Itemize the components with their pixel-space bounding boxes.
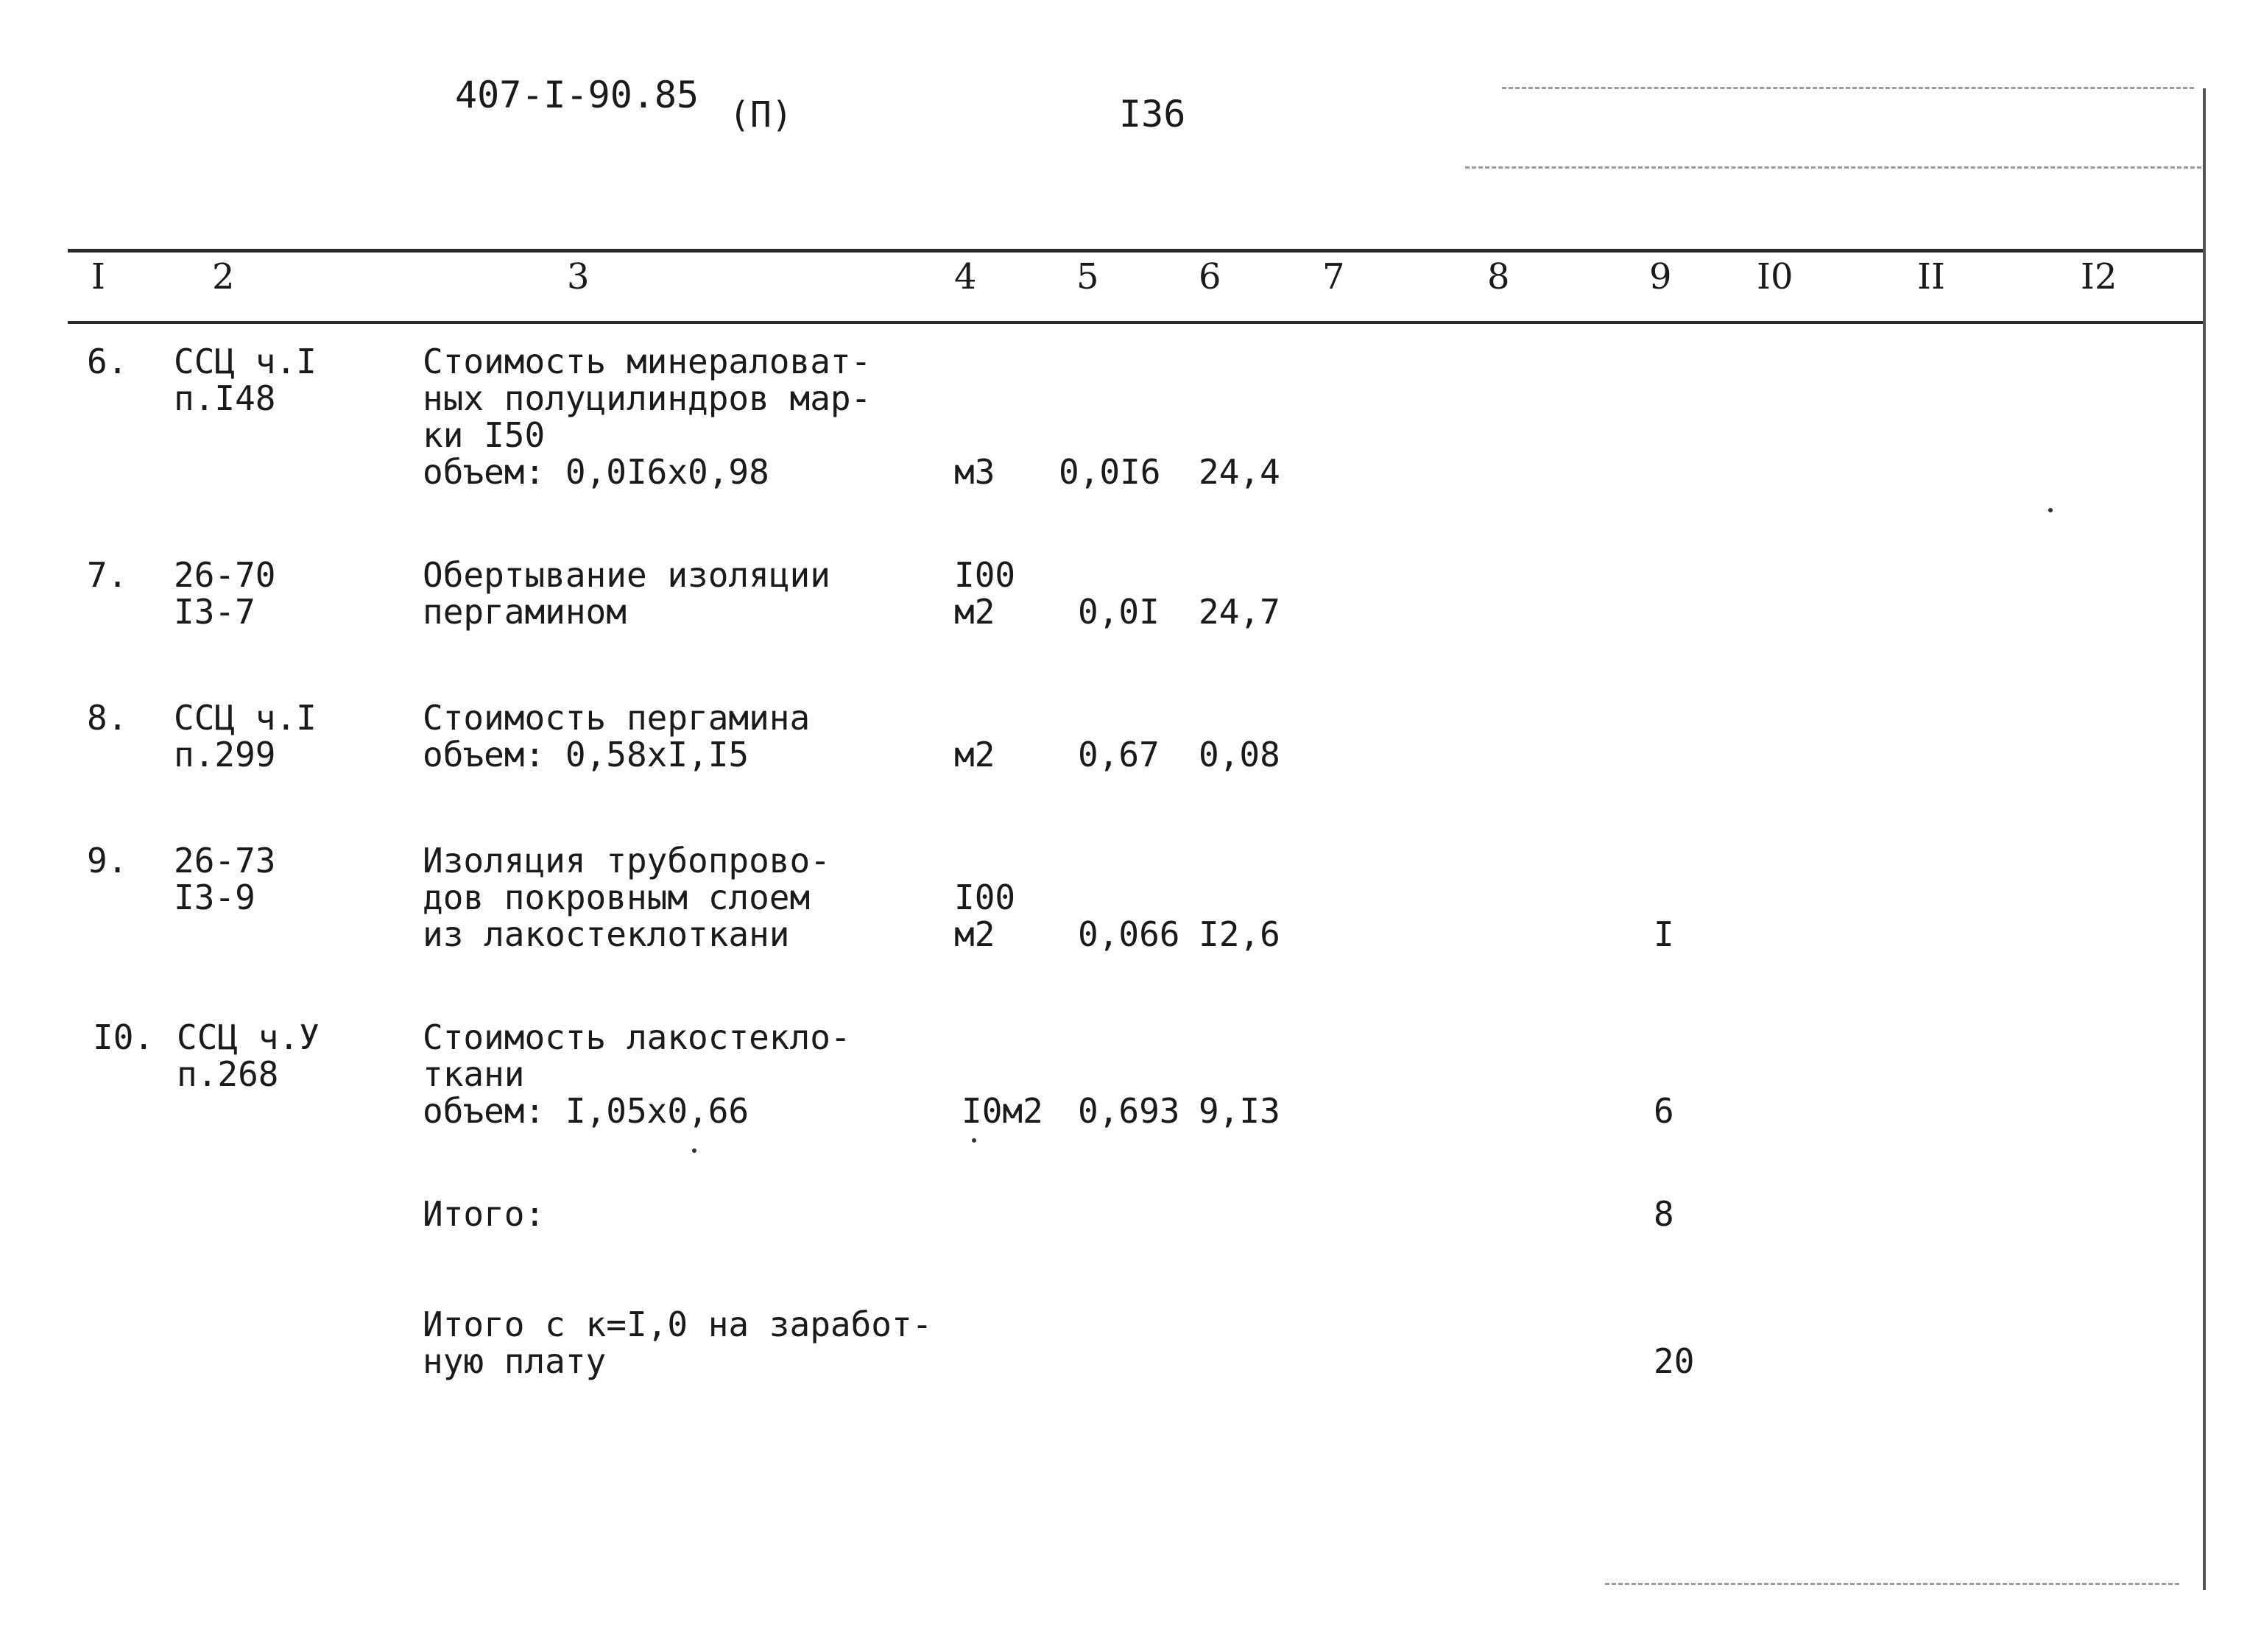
column-number: 2: [212, 256, 235, 297]
column-number: I0: [1757, 256, 1793, 297]
column-number: 3: [567, 256, 590, 297]
row-description: Стоимость минераловат- ных полуцилиндров мар- ки I50 объем: 0,0I6х0,98: [423, 342, 872, 492]
scan-speck: [2048, 508, 2053, 512]
row-price: I2,6: [1199, 914, 1280, 954]
document-code: 407-I-90.85: [455, 74, 699, 116]
row-code: ССЦ ч.I п.I48: [174, 342, 317, 418]
row-price: 24,7: [1199, 592, 1280, 632]
row-code: ССЦ ч.У п.268: [177, 1017, 320, 1094]
scan-speck: [972, 1138, 976, 1143]
row-unit: I00 м2: [954, 555, 1016, 632]
row-col9: 6: [1654, 1091, 1674, 1131]
column-number: 4: [954, 256, 977, 297]
column-number: 5: [1076, 256, 1099, 297]
row-unit: I00 м2: [954, 878, 1016, 954]
row-price: 24,4: [1199, 452, 1280, 492]
total-label: Итого с к=I,0 на заработ- ную плату: [423, 1305, 933, 1381]
row-quantity: 0,67: [1078, 735, 1160, 774]
row-code: ССЦ ч.I п.299: [174, 698, 317, 774]
row-unit: м2: [954, 735, 995, 774]
scan-artifact-line: [1605, 1583, 2179, 1585]
row-number: 8.: [87, 698, 128, 738]
column-number: 8: [1487, 256, 1510, 297]
row-unit: м3: [954, 452, 995, 492]
row-unit: I0м2: [962, 1091, 1043, 1131]
column-number: I: [91, 256, 105, 297]
row-price: 0,08: [1199, 735, 1280, 774]
document-mark: (П): [729, 94, 793, 135]
row-quantity: 0,693: [1078, 1091, 1180, 1131]
row-number: I0.: [93, 1017, 155, 1057]
table-top-rule: [68, 249, 2203, 253]
row-description: Обертывание изоляции пергамином: [423, 555, 830, 632]
row-description: Стоимость пергамина объем: 0,58хI,I5: [423, 698, 811, 774]
scan-artifact-line: [1465, 166, 2201, 169]
row-code: 26-70 I3-7: [174, 555, 276, 632]
scan-artifact-line: [1502, 87, 2194, 89]
page-number: I36: [1119, 93, 1186, 135]
row-quantity: 0,066: [1078, 914, 1180, 954]
table-header-rule: [68, 321, 2203, 324]
row-price: 9,I3: [1199, 1091, 1280, 1131]
column-number: 7: [1322, 256, 1345, 297]
column-number: II: [1917, 256, 1945, 297]
row-quantity: 0,0I6: [1059, 452, 1161, 492]
row-quantity: 0,0I: [1078, 592, 1160, 632]
total-value: 8: [1654, 1194, 1674, 1234]
row-number: 6.: [87, 342, 128, 381]
total-value: 20: [1654, 1341, 1695, 1381]
column-number: I2: [2081, 256, 2117, 297]
row-description: Стоимость лакостекло- ткани объем: I,05х0,66: [423, 1017, 851, 1131]
row-description: Изоляция трубопрово- дов покровным слоем из лакостеклоткани: [423, 841, 830, 954]
page-right-border: [2203, 88, 2206, 1590]
row-col9: I: [1654, 914, 1674, 954]
column-number: 9: [1649, 256, 1672, 297]
row-code: 26-73 I3-9: [174, 841, 276, 917]
total-label: Итого:: [423, 1194, 546, 1234]
column-number: 6: [1199, 256, 1221, 297]
row-number: 9.: [87, 841, 128, 880]
scan-speck: [692, 1148, 696, 1153]
row-number: 7.: [87, 555, 128, 595]
